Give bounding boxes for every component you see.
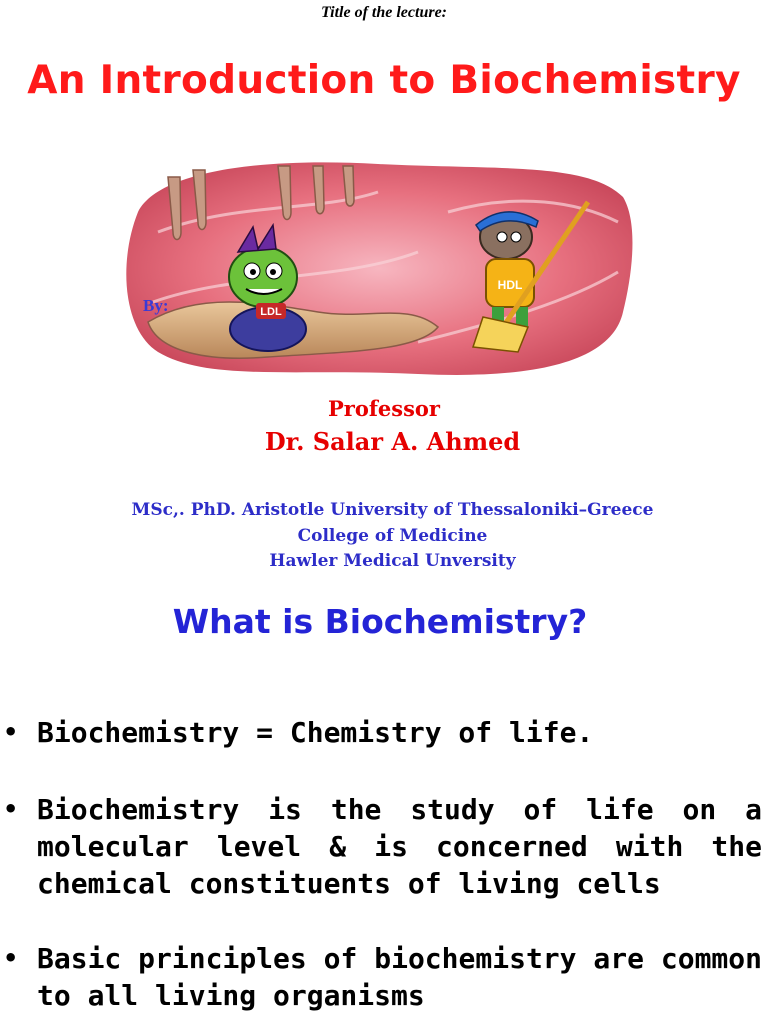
section-heading: What is Biochemistry? <box>172 602 588 641</box>
bullet-item <box>0 940 768 1014</box>
bullet-icon: • <box>3 718 19 746</box>
by-label: By: <box>143 296 169 315</box>
credential-line: MSc,. PhD. Aristotle University of Thessaloniki–Greece <box>131 500 654 520</box>
author-role: Professor <box>328 396 440 421</box>
bullet-text: Basic principles of biochemistry are common to all living organisms <box>37 942 762 1012</box>
bullet-icon: • <box>3 944 19 972</box>
author-name: Dr. Salar A. Ahmed <box>264 427 521 456</box>
bullet-item <box>0 791 768 902</box>
svg-text:HDL: HDL <box>497 278 523 292</box>
bullet-list <box>0 714 768 1014</box>
bullet-text: Biochemistry is the study of life on a molecular level & is concerned with the chemical constituents of living cells <box>37 793 762 900</box>
credential-line: College of Medicine <box>297 525 488 546</box>
author-credentials <box>0 498 768 575</box>
ldl-hdl-cartoon-image <box>118 152 640 384</box>
lecture-title-label: Title of the lecture: <box>320 4 448 21</box>
bullet-text: Biochemistry = Chemistry of life. <box>37 716 594 749</box>
credential-line: Hawler Medical Unversity <box>269 551 516 571</box>
svg-text:LDL: LDL <box>260 306 282 318</box>
bullet-item <box>0 714 768 751</box>
bullet-icon: • <box>3 795 19 823</box>
lecture-title: An Introduction to Biochemistry <box>27 58 741 103</box>
